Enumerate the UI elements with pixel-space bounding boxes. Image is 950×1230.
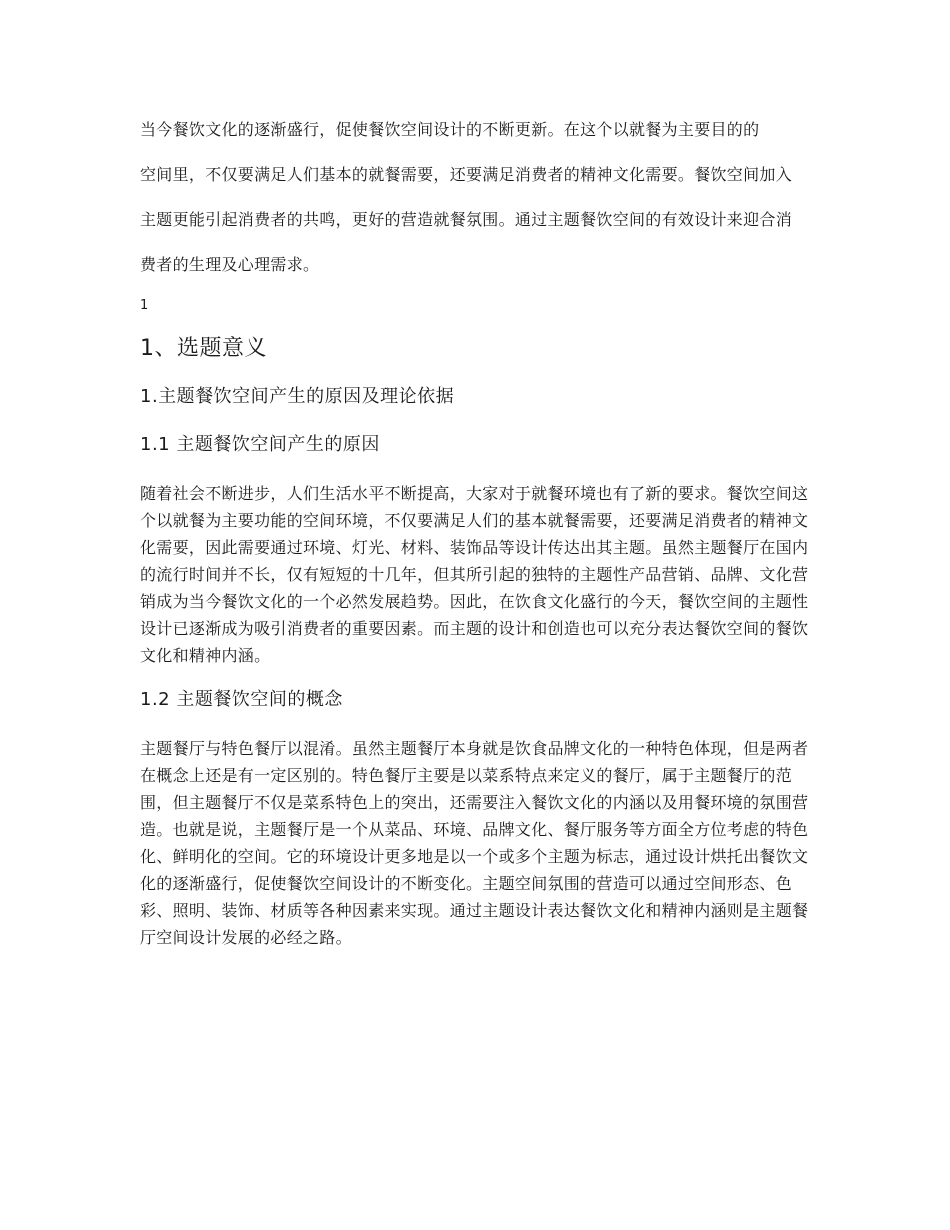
subsection-1-1-body: 随着社会不断进步，人们生活水平不断提高，大家对于就餐环境也有了新的要求。餐饮空间这个以就餐为主要功能的空间环境，不仅要满足人们的基本就餐需要，还要满足消费者的精神文化需要，因此需要通过环境、灯光、材料、装饰品等设计传达出其主题。虽然主题餐厅在国内的流行时间并不长，仅有短短的十几年，但其所引起的独特的主题性产品营销、品牌、文化营销成为当今餐饮文化的一个必然发展趋势。因此，在饮食文化盛行的今天，餐饮空间的主题性设计已逐渐成为吸引消费者的重要因素。而主题的设计和创造也可以充分表达餐饮空间的餐饮文化和精神内涵。 — [140, 484, 809, 665]
page-number: 1 — [140, 298, 149, 313]
section-heading-1: 1、选题意义 — [140, 336, 267, 361]
intro-paragraph-3: 主题更能引起消费者的共鸣，更好的营造就餐氛围。通过主题餐饮空间的有效设计来迎合消 — [140, 210, 793, 229]
intro-paragraph-1: 当今餐饮文化的逐渐盛行，促使餐饮空间设计的不断更新。在这个以就餐为主要目的的 — [140, 120, 760, 139]
subsection-1-2-body: 主题餐厅与特色餐厅以混淆。虽然主题餐厅本身就是饮食品牌文化的一种特色体现，但是两者在概念上还是有一定区别的。特色餐厅主要是以菜系特点来定义的餐厅，属于主题餐厅的范围，但主题餐厅不仅是菜系特色上的突出，还需要注入餐饮文化的内涵以及用餐环境的氛围营造。也就是说，主题餐厅是一个从菜品、环境、品牌文化、餐厅服务等方面全方位考虑的特色化、鲜明化的空间。它的环境设计更多地是以一个或多个主题为标志，通过设计烘托出餐饮文化的逐渐盛行，促使餐饮空间设计的不断变化。主题空间氛围的营造可以通过空间形态、色彩、照明、装饰、材质等各种因素来实现。通过主题设计表达餐饮文化和精神内涵则是主题餐厅空间设计发展的必经之路。 — [140, 739, 809, 947]
intro-paragraph-2: 空间里，不仅要满足人们基本的就餐需要，还要满足消费者的精神文化需要。餐饮空间加入 — [140, 165, 793, 184]
subsection-1-2-title: 1.2 主题餐饮空间的概念 — [140, 689, 343, 710]
section-heading-2: 1.主题餐饮空间产生的原因及理论依据 — [140, 386, 455, 407]
document-page — [140, 116, 812, 969]
subsection-1-1-title: 1.1 主题餐饮空间产生的原因 — [140, 434, 380, 455]
intro-paragraph-4: 费者的生理及心理需求。 — [140, 255, 320, 274]
